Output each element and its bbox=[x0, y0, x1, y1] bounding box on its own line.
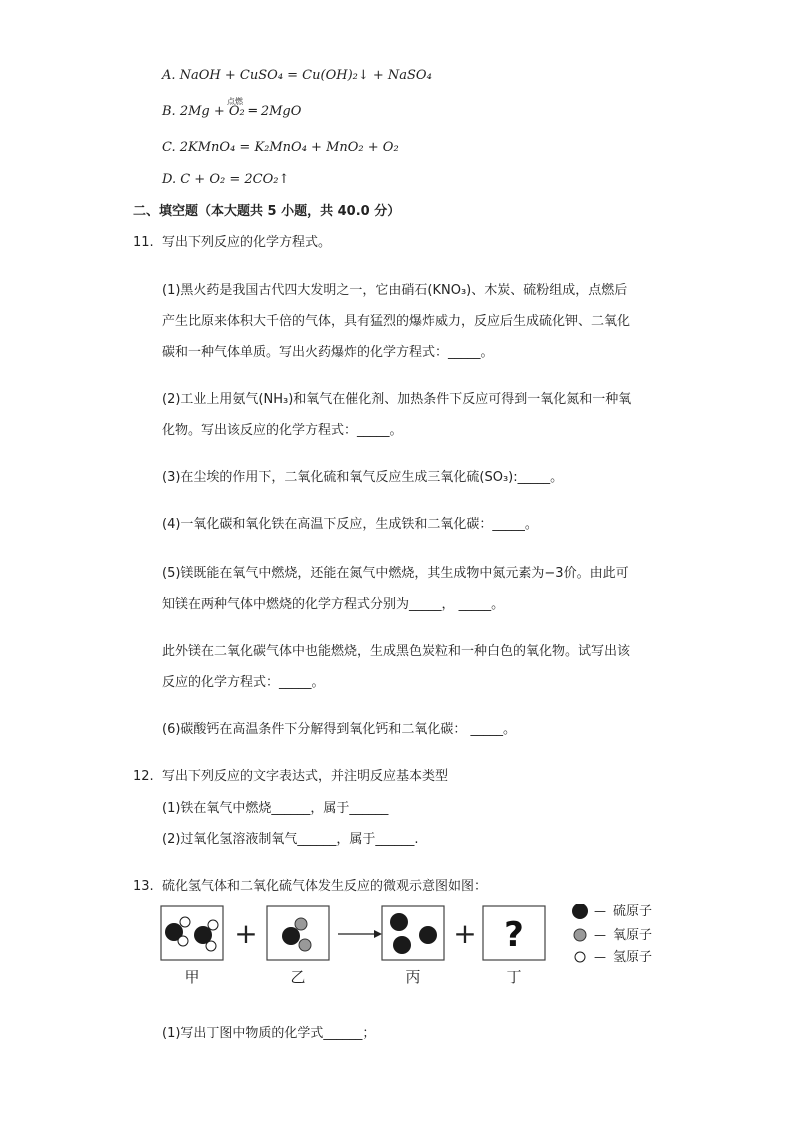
plus-sign: + bbox=[234, 917, 258, 950]
q11-p4: (4)一氧化碳和氧化铁在高温下反应，生成铁和二氧化碳：_____。 bbox=[162, 517, 538, 532]
sulfur-atom bbox=[282, 927, 300, 945]
sulfur-atom bbox=[390, 913, 408, 931]
q11-p5b-line1: 此外镁在二氧化碳气体中也能燃烧，生成黑色炭粒和一种白色的氧化物。试写出该 bbox=[162, 644, 631, 659]
legend-oxygen-symbol bbox=[574, 929, 586, 941]
q12-p1: (1)铁在氧气中燃烧______，属于______ bbox=[162, 801, 389, 816]
q13-number: 13. bbox=[133, 879, 154, 894]
arrow-head bbox=[374, 930, 382, 938]
oxygen-atom bbox=[299, 939, 311, 951]
q12-title: 写出下列反应的文字表达式，并注明反应基本类型 bbox=[162, 769, 449, 784]
q12-p2: (2)过氧化氢溶液制氧气______，属于______. bbox=[162, 832, 419, 847]
label-yi: 乙 bbox=[290, 968, 306, 986]
q11-p1-line2: 产生比原来体积大千倍的气体，具有猛烈的爆炸威力，反应后生成硫化钾、二氧化 bbox=[162, 314, 631, 329]
legend-hydrogen-label: 氢原子 bbox=[613, 950, 653, 965]
legend-sulfur-symbol bbox=[572, 904, 588, 919]
option-c: C. 2KMnO₄ = K₂MnO₄ + MnO₂ + O₂ bbox=[162, 140, 399, 155]
sulfur-atom bbox=[419, 926, 437, 944]
option-b: B. 2Mg + O₂ ═ 2MgO bbox=[162, 104, 302, 119]
legend-sulfur-label: 硫原子 bbox=[613, 904, 653, 919]
hydrogen-atom bbox=[206, 941, 216, 951]
q13-title: 硫化氢气体和二氧化硫气体发生反应的微观示意图如图： bbox=[162, 879, 488, 894]
q11-p5-line2: 知镁在两种气体中燃烧的化学方程式分别为_____， _____。 bbox=[162, 597, 505, 612]
q11-p3: (3)在尘埃的作用下，二氧化硫和氧气反应生成三氧化硫(SO₃):_____。 bbox=[162, 470, 564, 485]
reaction-diagram bbox=[160, 904, 700, 994]
q11-p5b-line2: 反应的化学方程式：_____。 bbox=[162, 675, 325, 690]
hydrogen-atom bbox=[208, 920, 218, 930]
q11-p1-line1: (1)黑火药是我国古代四大发明之一，它由硝石(KNO₃)、木炭、硫粉组成，点燃后 bbox=[162, 283, 628, 298]
legend-dash: — bbox=[594, 904, 606, 918]
legend-oxygen-label: 氧原子 bbox=[613, 928, 653, 943]
q12-number: 12. bbox=[133, 769, 154, 784]
label-jia: 甲 bbox=[184, 968, 200, 986]
legend-dash: — bbox=[594, 928, 606, 942]
section-heading: 二、填空题（本大题共 5 小题，共 40.0 分） bbox=[133, 204, 401, 219]
q11-p2-line1: (2)工业上用氨气(NH₃)和氧气在催化剂、加热条件下反应可得到一氧化氮和一种氧 bbox=[162, 392, 632, 407]
question-mark: ? bbox=[504, 915, 524, 955]
q11-title: 写出下列反应的化学方程式。 bbox=[162, 235, 332, 250]
option-d: D. C + O₂ = 2CO₂↑ bbox=[162, 172, 290, 187]
label-bing: 丙 bbox=[405, 968, 421, 986]
hydrogen-atom bbox=[180, 917, 190, 927]
label-ding: 丁 bbox=[506, 968, 522, 986]
sulfur-atom bbox=[393, 936, 411, 954]
oxygen-atom bbox=[295, 918, 307, 930]
option-b-condition: 点燃 bbox=[227, 97, 243, 106]
hydrogen-atom bbox=[178, 936, 188, 946]
q11-p1-line3: 碳和一种气体单质。写出火药爆炸的化学方程式：_____。 bbox=[162, 345, 494, 360]
q11-number: 11. bbox=[133, 235, 154, 250]
q11-p2-line2: 化物。写出该反应的化学方程式：_____。 bbox=[162, 423, 403, 438]
legend-dash: — bbox=[594, 950, 606, 964]
q11-p6: (6)碳酸钙在高温条件下分解得到氧化钙和二氧化碳： _____。 bbox=[162, 722, 517, 737]
q13-p1: (1)写出丁图中物质的化学式______； bbox=[162, 1026, 376, 1041]
q11-p5-line1: (5)镁既能在氧气中燃烧，还能在氮气中燃烧，其生成物中氮元素为−3价。由此可 bbox=[162, 566, 629, 581]
plus-sign: + bbox=[453, 917, 477, 950]
legend-hydrogen-symbol bbox=[575, 952, 585, 962]
option-a: A. NaOH + CuSO₄ = Cu(OH)₂↓ + NaSO₄ bbox=[162, 68, 432, 83]
